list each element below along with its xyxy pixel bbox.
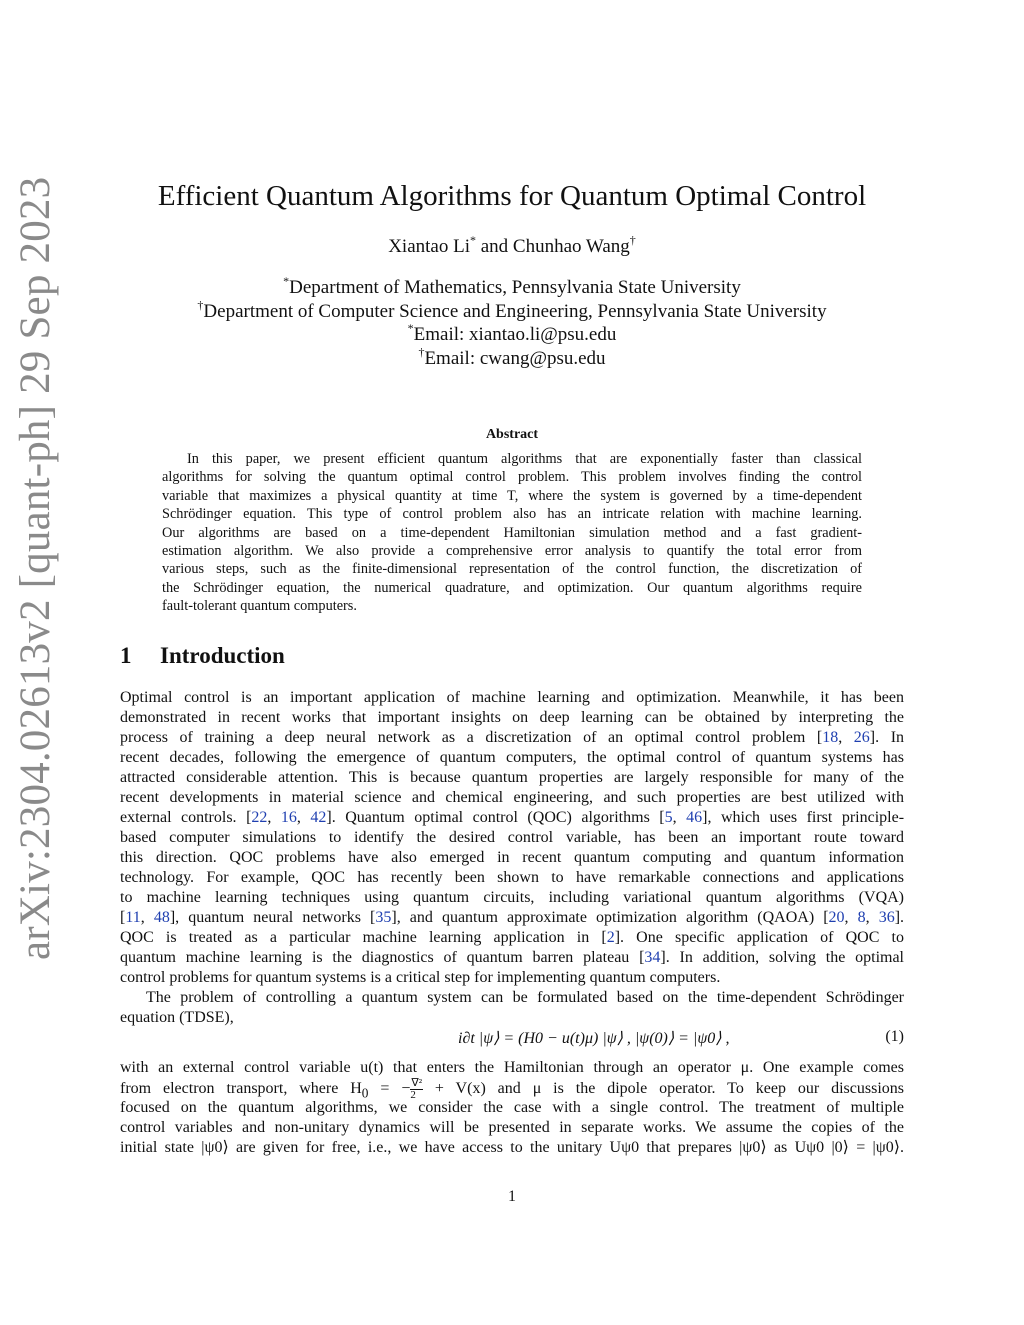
intro-line: [11, 48], quantum neural networks [35], and quantum approximate optimization algorithm (QAOA) [20, 8, 36]. [120, 909, 905, 926]
control-line: initial state |ψ0⟩ are given for free, i.e., we have access to the unitary Uψ0 that prepares |ψ0⟩ as Uψ0 |0⟩ = |ψ0⟩. [120, 1139, 904, 1156]
intro-line: recent decades, following the emergence of quantum computers, the optimal control of quantum systems has [120, 749, 904, 766]
tdse-line: equation (TDSE), [120, 1009, 234, 1026]
page-number: 1 [508, 1188, 516, 1205]
citation-link[interactable]: 16 [280, 809, 297, 826]
author-wang-mark: † [629, 233, 636, 247]
control-line-hamiltonian: from electron transport, where $H_0$ = − $\frac{\text{∇²}}{2}$ + V(x) and μ is the dipole operator. To keep our discussions [120, 1077, 905, 1101]
abstract-body [162, 450, 862, 616]
abstract-line: In this paper, we present efficient quantum algorithms that are exponentially faster than classical [187, 451, 862, 467]
intro-line: recent developments in material science and chemical engineering, and such properties are best utilized with [120, 789, 904, 806]
abstract-line: Our algorithms are based on a time-dependent Hamiltonian simulation method and a fast gradient- [162, 524, 862, 541]
affiliations [120, 276, 904, 370]
section-number: 1 [120, 643, 132, 668]
intro-line: quantum machine learning is the diagnostics of quantum barren plateau [34]. In addition, solving the optimal [120, 949, 905, 966]
control-line: control variables and non-unitary dynamics will be presented in separate works. We assume the copies of the [120, 1119, 904, 1136]
control-paragraph [120, 1058, 904, 1158]
intro-line: QOC is treated as a particular machine learning application in [2]. One specific application of QOC to [120, 929, 904, 946]
nabla-over-two-fraction: $\frac{\text{∇²}}{2}$ [410, 1077, 422, 1101]
abstract-line: Schrödinger equation. This type of control problem also has an intricate relation with machine learning. [162, 506, 862, 523]
abstract-line: algorithms for solving the quantum optimal control problem. This problem involves finding the control [162, 469, 862, 486]
equation-1 [120, 1028, 904, 1052]
intro-line: to machine learning techniques using quantum circuits, including variational quantum algorithms (VQA) [120, 889, 904, 906]
citation-link[interactable]: 5 [664, 809, 673, 826]
citation-link[interactable]: 2 [606, 929, 615, 946]
intro-line: control problems for quantum systems is a critical step for implementing quantum computers. [120, 969, 721, 986]
citation-link[interactable]: 20 [828, 909, 845, 926]
affiliation-math: *Department of Mathematics, Pennsylvania State University [283, 274, 741, 298]
citation-link[interactable]: 48 [153, 909, 170, 926]
abstract-line: the Schrödinger equation, the numerical quadrature, and optimization. Our quantum algorithms require [162, 579, 862, 596]
section-title: Introduction [160, 643, 285, 668]
abstract-line: estimation algorithm. We also provide a comprehensive error analysis to quantify the total error from [162, 542, 862, 559]
citation-link[interactable]: 18 [822, 729, 839, 746]
abstract-line: various steps, such as the finite-dimensional representation of the control function, the discretization of [162, 561, 862, 578]
intro-paragraph [120, 688, 904, 988]
tdse-paragraph [120, 988, 904, 1028]
citation-link[interactable]: 8 [857, 909, 866, 926]
intro-line: Optimal control is an important application of machine learning and optimization. Meanwhile, it has been [120, 689, 904, 706]
abstract-line: variable that maximizes a physical quantity at time T, where the system is governed by a time-dependent [162, 487, 862, 504]
author-connector: and [475, 236, 513, 257]
author-li-mark: * [469, 233, 476, 247]
paper-title: Efficient Quantum Algorithms for Quantum Optimal Control [157, 180, 867, 212]
equation-number: (1) [885, 1028, 904, 1045]
section-heading-introduction [120, 643, 285, 669]
abstract-heading: Abstract [485, 427, 539, 442]
author-li: Xiantao Li [388, 236, 470, 257]
tdse-equation: i∂t |ψ⟩ = (H0 − u(t)μ) |ψ⟩ , |ψ(0)⟩ = |ψ0⟩ , [458, 1030, 730, 1047]
control-line: with an external control variable u(t) that enters the Hamiltonian through an operator μ. One example comes [120, 1059, 904, 1076]
citation-link[interactable]: 34 [644, 949, 661, 966]
citation-link[interactable]: 36 [878, 909, 895, 926]
author-line [120, 234, 904, 260]
citation-link[interactable]: 42 [310, 809, 327, 826]
intro-line: attracted considerable attention. This is because quantum properties are largely responsible for many of the [120, 769, 904, 786]
citation-link[interactable]: 26 [853, 729, 870, 746]
affiliation-cse: †Department of Computer Science and Engineering, Pennsylvania State University [197, 297, 827, 322]
abstract-line: fault-tolerant quantum computers. [162, 598, 357, 615]
citation-link[interactable]: 35 [375, 909, 392, 926]
intro-line: demonstrated in recent works that important insights on deep learning can be obtained by interpreting the [120, 709, 904, 726]
intro-line: technology. For example, QOC has recently been shown to have remarkable connections and applications [120, 869, 904, 886]
tdse-line: The problem of controlling a quantum system can be formulated based on the time-dependent Schrödinger [146, 989, 904, 1006]
intro-line: based computer simulations to identify the desired control variable, has been an important route toward [120, 829, 904, 846]
intro-line: external controls. [22, 16, 42]. Quantum optimal control (QOC) algorithms [5, 46], which uses first principle- [120, 809, 905, 826]
intro-line: this direction. QOC problems have also emerged in recent quantum computing and quantum information [120, 849, 904, 866]
citation-link[interactable]: 22 [251, 809, 268, 826]
citation-link[interactable]: 46 [686, 809, 703, 826]
arxiv-identifier-stamp[interactable]: arXiv:2304.02613v2 [quant-ph] 29 Sep 2023 [12, 176, 59, 960]
control-line: focused on the quantum algorithms, we consider the case with a single control. The treatment of multiple [120, 1099, 904, 1116]
email-wang[interactable]: †Email: cwang@psu.edu [418, 344, 606, 369]
author-wang: Chunhao Wang [512, 236, 630, 257]
citation-link[interactable]: 11 [125, 909, 141, 926]
intro-line: process of training a deep neural network as a discretization of an optimal control problem [18, 26]. In [120, 729, 905, 746]
email-li[interactable]: *Email: xiantao.li@psu.edu [407, 321, 617, 345]
